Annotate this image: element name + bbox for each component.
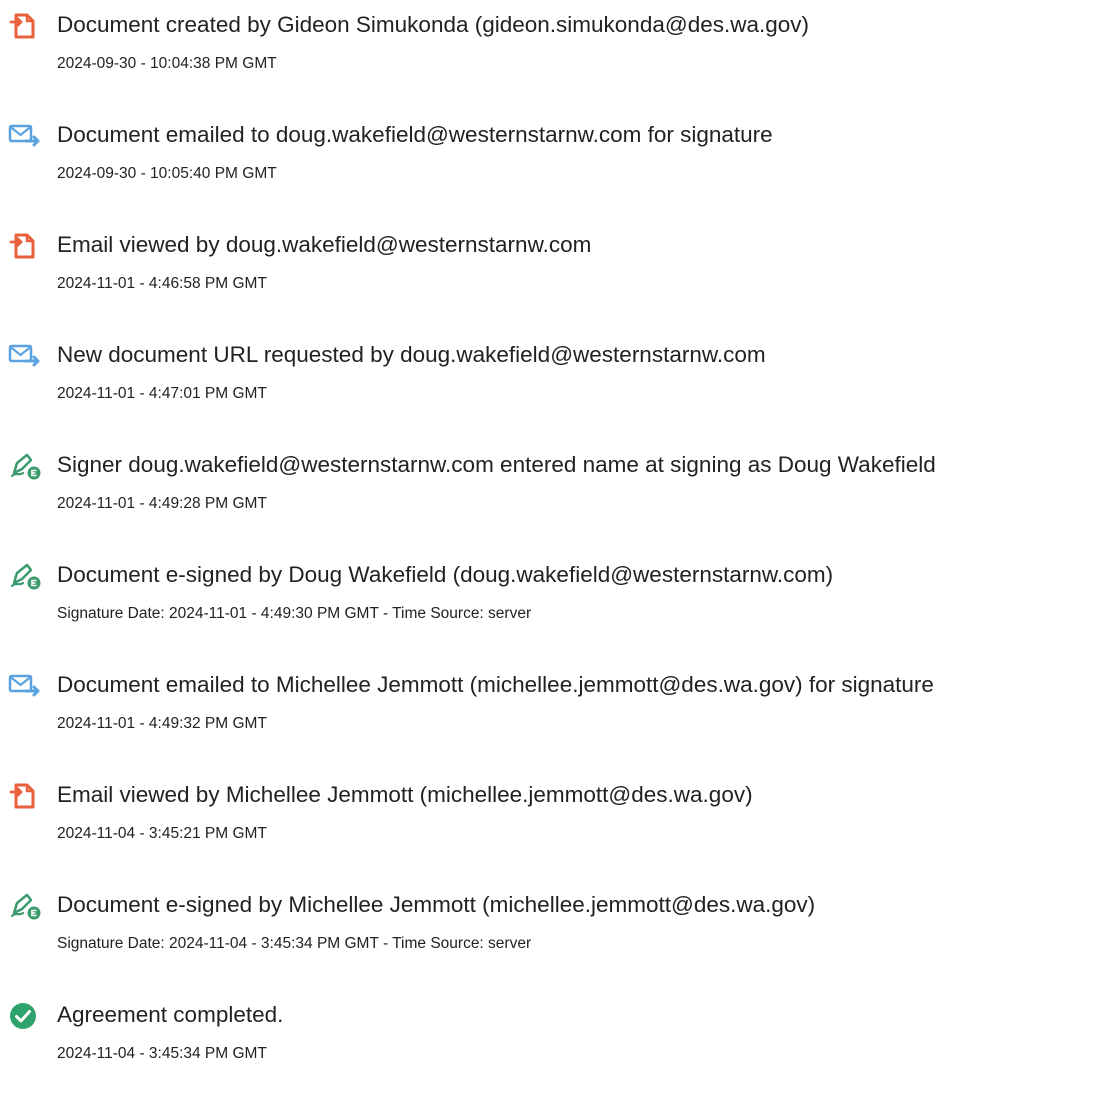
agreement-completed-icon [8,1001,42,1031]
event-timestamp: Signature Date: 2024-11-01 - 4:49:30 PM GMT - Time Source: server [57,605,532,622]
audit-event [0,880,1099,990]
audit-event [0,990,1099,1100]
audit-event [0,330,1099,440]
audit-event [0,0,1099,110]
event-timestamp: Signature Date: 2024-11-04 - 3:45:34 PM GMT - Time Source: server [57,935,532,952]
audit-event [0,660,1099,770]
e-sign-icon [8,451,42,481]
event-timestamp: 2024-11-01 - 4:49:32 PM GMT [57,715,267,732]
event-timestamp: 2024-09-30 - 10:04:38 PM GMT [57,55,277,72]
document-viewed-icon [8,231,42,261]
email-sent-icon [8,121,42,151]
audit-event [0,770,1099,880]
event-timestamp: 2024-11-01 - 4:46:58 PM GMT [57,275,267,292]
event-title: Document created by Gideon Simukonda (gideon.simukonda@des.wa.gov) [57,12,810,37]
email-sent-icon [8,671,42,701]
audit-event [0,440,1099,550]
email-sent-icon [8,341,42,371]
audit-event [0,550,1099,660]
document-created-icon [8,11,42,41]
event-title: Email viewed by doug.wakefield@westernstarnw.com [57,232,592,257]
event-title: Document emailed to Michellee Jemmott (michellee.jemmott@des.wa.gov) for signature [57,672,934,697]
event-timestamp: 2024-11-04 - 3:45:34 PM GMT [57,1045,267,1062]
event-title: Document e-signed by Michellee Jemmott (michellee.jemmott@des.wa.gov) [57,892,816,917]
event-timestamp: 2024-11-04 - 3:45:21 PM GMT [57,825,267,842]
document-viewed-icon [8,781,42,811]
event-title: Agreement completed. [57,1002,284,1027]
e-sign-icon [8,561,42,591]
e-sign-icon [8,891,42,921]
event-title: Email viewed by Michellee Jemmott (michellee.jemmott@des.wa.gov) [57,782,753,807]
event-title: Signer doug.wakefield@westernstarnw.com entered name at signing as Doug Wakefield [57,452,936,477]
event-timestamp: 2024-09-30 - 10:05:40 PM GMT [57,165,277,182]
event-timestamp: 2024-11-01 - 4:47:01 PM GMT [57,385,267,402]
event-timestamp: 2024-11-01 - 4:49:28 PM GMT [57,495,267,512]
event-title: Document emailed to doug.wakefield@westernstarnw.com for signature [57,122,773,147]
audit-event [0,110,1099,220]
audit-event [0,220,1099,330]
event-title: Document e-signed by Doug Wakefield (doug.wakefield@westernstarnw.com) [57,562,834,587]
event-title: New document URL requested by doug.wakefield@westernstarnw.com [57,342,766,367]
